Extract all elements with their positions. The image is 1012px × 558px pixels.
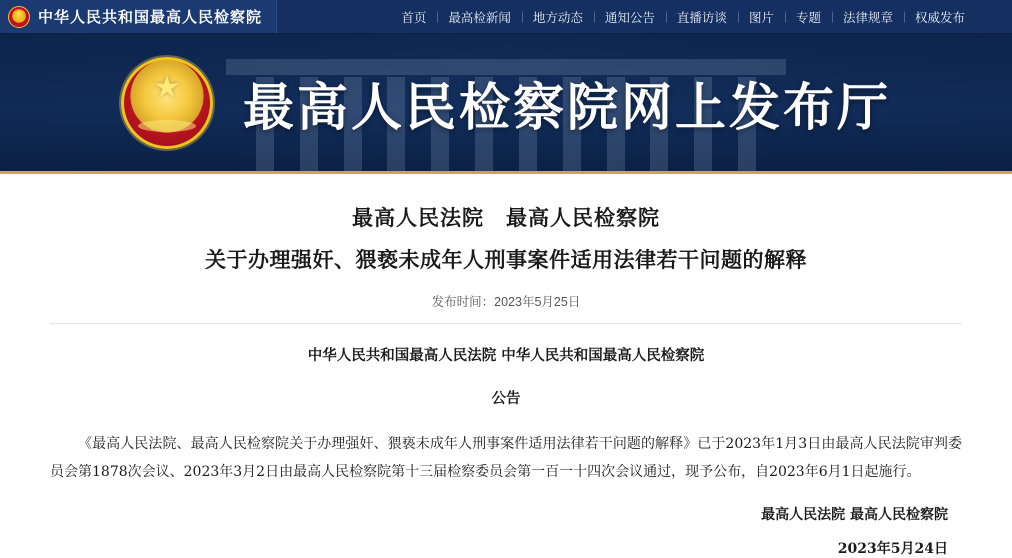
national-emblem-icon [8,6,30,28]
nav-item-news[interactable]: 最高检新闻 [437,8,522,26]
hero-title: 最高人民检察院网上发布厅 [242,77,891,138]
national-emblem-icon [121,57,213,149]
nav-item-laws[interactable]: 法律规章 [832,8,904,26]
hero-banner [0,34,1012,174]
issuing-organizations: 中华人民共和国最高人民法院 中华人民共和国最高人民检察院 [307,347,705,364]
notice-heading: 公告 [491,390,521,407]
signature-organizations: 最高人民法院 最高人民检察院 [761,507,948,523]
nav-item-announcements[interactable]: 通知公告 [594,8,666,26]
main-nav [390,0,1012,33]
site-brand-title: 中华人民共和国最高人民检察院 [38,9,263,26]
nav-item-live[interactable]: 直播访谈 [666,8,738,26]
site-brand[interactable] [0,0,277,33]
nav-item-local[interactable]: 地方动态 [522,8,594,26]
top-navigation-bar [0,0,1012,34]
article-title-line1: 最高人民法院 最高人民检察院 [352,205,660,230]
nav-item-topics[interactable]: 专题 [785,8,832,26]
publish-time: 发布时间：2023年5月25日 [50,292,962,324]
signature-date: 2023年5月24日 [837,541,948,557]
nav-item-authoritative[interactable]: 权威发布 [904,8,976,26]
article-body: 《最高人民法院、最高人民检察院关于办理强奸、猥亵未成年人刑事案件适用法律若干问题的解释》已于2023年1月3日由最高人民法院审判委员会第1878次会议、2023年3月2日由最高人民检察院第十三届检察委员会第一百一十四次会议通过，现予公布，自2023年6月1日起施行。 [50,436,962,480]
article-content [0,174,1012,558]
nav-item-pictures[interactable]: 图片 [738,8,785,26]
article-title-line2: 关于办理强奸、猥亵未成年人刑事案件适用法律若干问题的解释 [205,247,807,272]
nav-item-home[interactable]: 首页 [401,10,427,25]
